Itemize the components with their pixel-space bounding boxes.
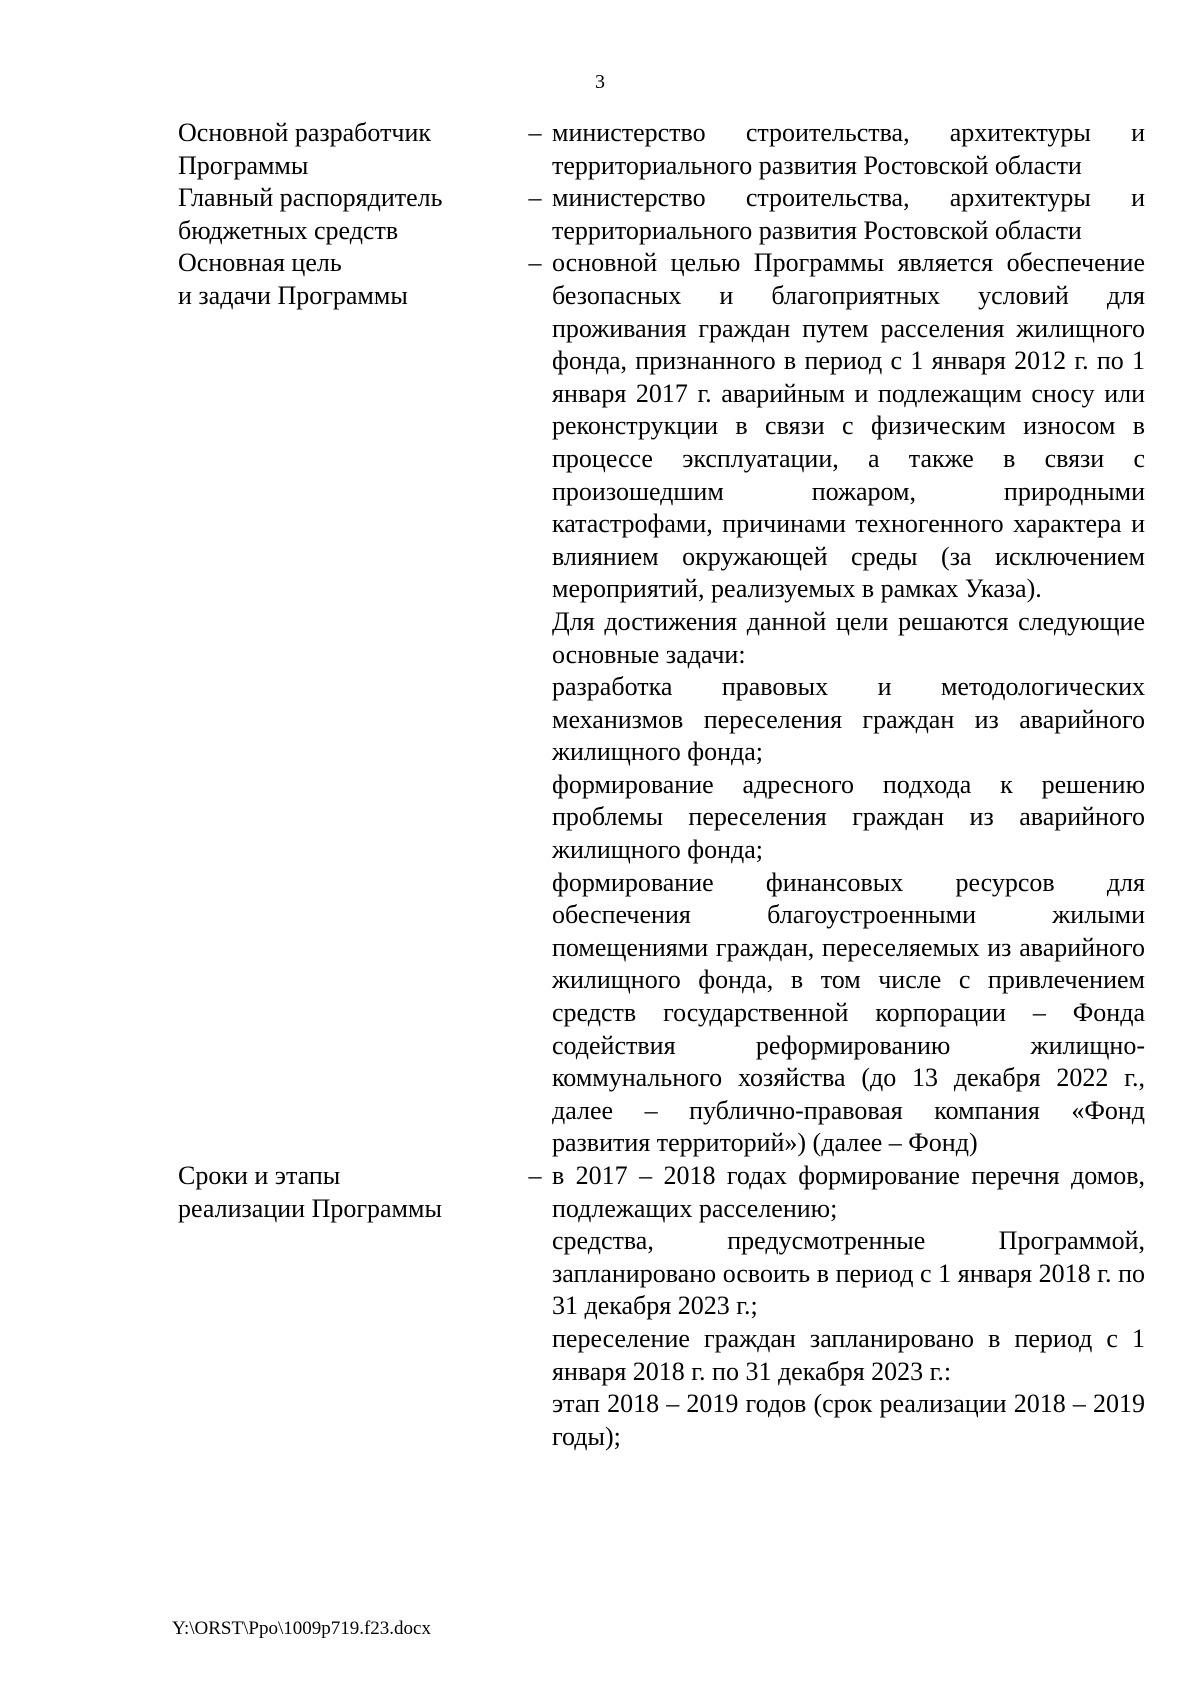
value-paragraph: переселение граждан запланировано в период с 1 января 2018 г. по 31 декабря 2023 г.:: [552, 1323, 1145, 1386]
value-paragraph: средства, предусмотренные Программой, запланировано освоить в период с 1 января 2018 г. по 31 декабря 2023 г.;: [552, 1226, 1145, 1321]
row-separator-dash: –: [528, 183, 542, 213]
label-line: Основная цель: [178, 248, 342, 278]
passport-row-value: [552, 182, 1145, 247]
file-path-footer: Y:\ORST\Ppo\1009p719.f23.docx: [172, 1618, 431, 1639]
page-number: 3: [595, 71, 605, 93]
label-line: бюджетных средств: [178, 215, 399, 245]
passport-row-label: [178, 117, 518, 182]
row-separator-dash: –: [528, 248, 542, 278]
label-line: реализации Программы: [178, 1193, 442, 1223]
passport-row-label: [178, 1160, 518, 1225]
value-paragraph: разработка правовых и методологических механизмов переселения граждан из аварийного жилищного фонда;: [552, 672, 1145, 767]
label-line: и задачи Программы: [178, 280, 408, 310]
label-line: Главный распорядитель: [178, 183, 443, 213]
passport-row-value: [552, 1160, 1145, 1453]
row-separator-dash: –: [528, 1161, 542, 1190]
passport-row-label: [178, 247, 518, 312]
label-line: Основной разработчик: [178, 118, 432, 147]
passport-row-goal-and-tasks: [178, 247, 1145, 1160]
passport-row-value: [552, 117, 1145, 182]
passport-row-label: [178, 182, 518, 247]
value-paragraph: в 2017 – 2018 годах формирование перечня домов, подлежащих расселению;: [552, 1161, 1145, 1223]
passport-row-terms-and-stages: [178, 1160, 1145, 1453]
label-line: Программы: [178, 150, 309, 180]
row-separator-dash: –: [528, 118, 542, 147]
program-passport-table: [178, 117, 1145, 1453]
value-paragraph: основной целью Программы является обеспечение безопасных и благоприятных условий для проживания граждан путем расселения жилищного фонда, признанного в период с 1 января 2012 г. по 1 января 2017 г. аварийным и подлежащим сносу или реконструкции в связи с физическим износом в процессе эксплуатации, а также в связи с произошедшим пожаром, природными катастрофами, причинами техногенного характера и влиянием окружающей среды (за исключением мероприятий, реализуемых в рамках Указа).: [552, 248, 1145, 604]
passport-row-budget-manager: [178, 182, 1145, 247]
passport-row-main-developer: [178, 117, 1145, 182]
value-paragraph: Для достижения данной цели решаются следующие основные задачи:: [552, 606, 1145, 669]
value-paragraph: формирование адресного подхода к решению проблемы переселения граждан из аварийного жилищного фонда;: [552, 769, 1145, 865]
value-paragraph: формирование финансовых ресурсов для обеспечения благоустроенными жилыми помещениями граждан, переселяемых из аварийного жилищного фонда, в том числе с привлечением средств государственной корпорации – Фонда содействия реформированию жилищно-коммунального хозяйства (до 13 декабря 2022 г., далее – публично-правовая компания «Фонд развития территорий») (далее – Фонд): [552, 867, 1145, 1158]
value-paragraph: этап 2018 – 2019 годов (срок реализации 2018 – 2019 годы);: [552, 1389, 1145, 1451]
passport-row-value: [552, 247, 1145, 1160]
label-line: Сроки и этапы: [178, 1161, 341, 1190]
value-paragraph: министерство строительства, архитектуры и территориального развития Ростовской области: [552, 118, 1145, 180]
value-paragraph: министерство строительства, архитектуры и территориального развития Ростовской области: [552, 183, 1145, 245]
